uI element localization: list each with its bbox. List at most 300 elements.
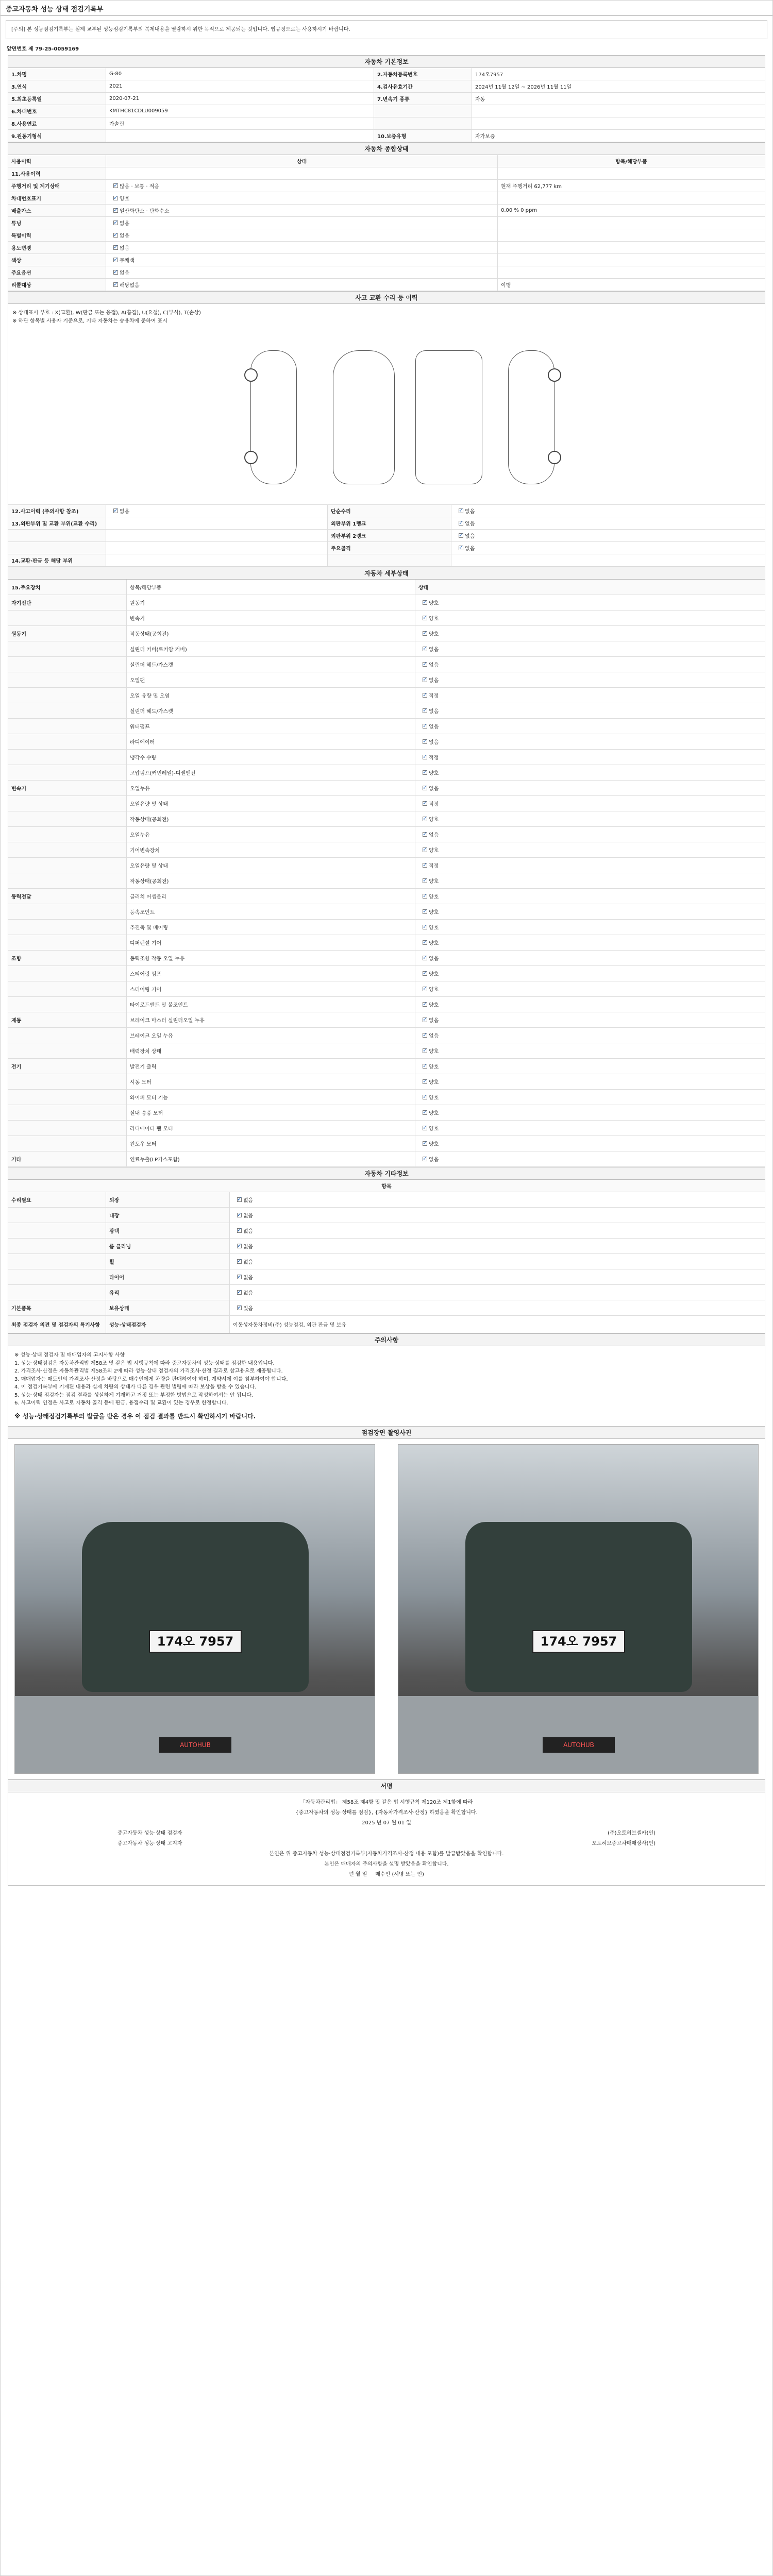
detail-row [8, 842, 765, 858]
detail-state-text: 양호 [429, 1095, 439, 1101]
summary-col-3: 항목/해당부품 [498, 155, 765, 167]
accident-label: 13.외판부위 및 교환 부위(교환 수리) [8, 517, 106, 529]
detail-group [8, 641, 127, 656]
basic-label-2: 4.검사유효기간 [374, 80, 472, 92]
other-group [8, 1254, 106, 1269]
summary-state [106, 266, 498, 278]
checkbox-icon [423, 1033, 427, 1038]
basic-label: 8.사용연료 [8, 117, 106, 129]
basic-label-2 [374, 117, 472, 129]
cert-number [7, 44, 766, 52]
detail-state-text: 없음 [429, 724, 439, 730]
checkbox-icon [237, 1290, 242, 1295]
wheel-icon [548, 451, 561, 464]
note-line: 4. 이 점검기록부에 기재된 내용과 실제 차량의 상태가 다른 경우 관련 법령에 따라 보상을 받을 수 있습니다. [14, 1384, 257, 1390]
checkbox-icon [423, 956, 427, 960]
sign-buyer: 매수인 (서명 또는 인) [375, 1872, 424, 1878]
basic-label: 1.차명 [8, 68, 106, 80]
basic-value: KMTHC81CDLU009059 [106, 105, 374, 117]
detail-group: 자기진단 [8, 595, 127, 610]
detail-row [8, 641, 765, 657]
detail-row [8, 719, 765, 734]
detail-item: 워터펌프 [127, 719, 415, 734]
summary-row [8, 205, 765, 217]
basic-value: 가솔린 [106, 117, 374, 129]
detail-state-text: 양호 [429, 925, 439, 931]
detail-item: 작동상태(공회전) [127, 811, 415, 826]
detail-row [8, 765, 765, 781]
rear-plate: 174오 7957 [532, 1630, 625, 1653]
accident-label-2: 주요골격 [328, 542, 451, 554]
checkbox-icon [113, 183, 118, 188]
basic-value: G-80 [106, 68, 374, 80]
detail-state-text: 양호 [429, 601, 439, 606]
document-title: 중고자동차 성능 상태 점검기록부 [1, 1, 772, 16]
accident-label [8, 530, 106, 541]
basic-value-2: 174오7957 [475, 72, 503, 78]
checkbox-icon [423, 1079, 427, 1084]
detail-item: 고압펌프(커먼레일)-디젤엔진 [127, 765, 415, 780]
detail-row [8, 672, 765, 688]
detail-state-text: 양호 [429, 616, 439, 622]
detail-row [8, 827, 765, 842]
detail-row [8, 626, 765, 641]
cert-value: 79-25-0059169 [35, 46, 79, 52]
detail-state [415, 1136, 765, 1151]
detail-group [8, 734, 127, 749]
detail-group [8, 966, 127, 981]
checkbox-icon [423, 894, 427, 899]
accident-value-2 [451, 542, 765, 554]
detail-item: 디퍼렌셜 기어 [127, 935, 415, 950]
basic-value [106, 130, 374, 142]
summary-state [106, 180, 498, 192]
detail-row [8, 1043, 765, 1059]
detail-item: 기어변속장치 [127, 842, 415, 857]
diagram-title: 사고 교환 수리 등 이력 [8, 292, 765, 304]
checkbox-icon [423, 693, 427, 698]
accident-value-2-text: 없음 [465, 546, 475, 552]
car-diagram [8, 304, 765, 505]
notes-title: 주의사항 [8, 1334, 765, 1346]
detail-state [415, 781, 765, 795]
basic-label: 6.차대번호 [8, 105, 106, 117]
other-item: 외장 [106, 1192, 230, 1207]
basic-label: 3.연식 [8, 80, 106, 92]
detail-item: 추진축 및 베어링 [127, 920, 415, 935]
basic-label: 5.최초등록일 [8, 93, 106, 105]
summary-state-text: 없음 [120, 270, 130, 276]
other-value [230, 1223, 765, 1238]
detail-state [415, 1074, 765, 1089]
detail-row [8, 796, 765, 811]
diagram-section [8, 291, 765, 567]
note-line: 2. 가격조사·산정은 자동차관리법 제58조의 2에 따라 성능·상태 점검자의 가격조사·산정 결과로 참고용으로 제공됩니다. [14, 1368, 283, 1374]
detail-row [8, 1074, 765, 1090]
summary-title: 자동차 종합상태 [8, 143, 765, 155]
detail-group: 전기 [8, 1059, 127, 1074]
accident-value-2 [451, 554, 765, 566]
checkbox-icon [237, 1197, 242, 1202]
summary-row [8, 242, 765, 254]
detail-item: 라디에이터 팬 모터 [127, 1121, 415, 1136]
summary-state-text: 해당없음 [120, 283, 140, 289]
detail-group [8, 920, 127, 935]
detail-row [8, 920, 765, 935]
detail-row [8, 595, 765, 611]
detail-group [8, 796, 127, 811]
basic-value-2 [472, 105, 765, 117]
summary-state-text: 없음 [120, 221, 130, 227]
detail-state-text: 적정 [429, 755, 439, 761]
basic-row [8, 105, 765, 117]
other-group: 수리필요 [8, 1192, 106, 1207]
rear-photo [398, 1444, 759, 1774]
checkbox-icon [423, 786, 427, 790]
other-value-text: 없음 [243, 1229, 254, 1234]
other-item: 룸 클리닝 [106, 1239, 230, 1253]
sign-inspector-label: 중고자동차 성능·상태 점검자 [117, 1831, 182, 1837]
accident-value [106, 542, 328, 554]
checkbox-icon [423, 1141, 427, 1146]
checkbox-icon [423, 724, 427, 728]
basic-label: 9.원동기형식 [8, 130, 106, 142]
detail-state [415, 858, 765, 873]
basic-info-section [8, 55, 765, 142]
checkbox-icon [113, 245, 118, 250]
detail-item: 스티어링 펌프 [127, 966, 415, 981]
detail-group: 원동기 [8, 626, 127, 641]
notes-warning: ※ 성능·상태점검기록부의 발급을 받은 경우 이 점검 결과를 반드시 확인하시기 바랍니다. [14, 1412, 256, 1420]
other-item: 유리 [106, 1285, 230, 1300]
accident-label-2 [328, 554, 451, 566]
detail-state [415, 981, 765, 996]
wheel-icon [244, 368, 258, 382]
checkbox-icon [423, 878, 427, 883]
notice-box: [주의] 본 성능점검기록부는 실제 교부된 성능점검기록부의 복제내용을 열람하시 위한 목적으로 제공되는 것입니다. 법규정으로는 사용하시기 바랍니다. [6, 20, 767, 39]
summary-label: 용도변경 [8, 242, 106, 253]
summary-state-text: 무채색 [120, 258, 135, 264]
detail-state-text: 적정 [429, 693, 439, 699]
other-group [8, 1285, 106, 1300]
detail-state-text: 양호 [429, 1126, 439, 1132]
detail-state-text: 없음 [429, 740, 439, 745]
inspector-opinion-row [8, 1316, 765, 1333]
checkbox-icon [423, 909, 427, 914]
detail-row [8, 1028, 765, 1043]
other-value-text: 있음 [243, 1306, 254, 1312]
sign-date: 2025 년 07 월 01 일 [362, 1820, 411, 1826]
detail-state-text: 없음 [429, 786, 439, 792]
photos-row [8, 1439, 765, 1780]
checkbox-icon [423, 1126, 427, 1130]
detail-item: 항목/해당부품 [127, 580, 415, 595]
detail-row [8, 858, 765, 873]
summary-detail: 현재 주행거리 62,777 km [501, 184, 562, 190]
accident-row [8, 530, 765, 542]
other-value [230, 1254, 765, 1269]
sign-notifier-label: 중고자동차 성능·상태 고지자 [117, 1841, 182, 1847]
other-item: 타이어 [106, 1269, 230, 1284]
other-value-text: 없음 [243, 1244, 254, 1250]
detail-state [415, 1105, 765, 1120]
detail-state-text: 양호 [429, 1111, 439, 1116]
detail-item: 브레이크 오일 누유 [127, 1028, 415, 1043]
checkbox-icon [423, 677, 427, 682]
cert-label: 앞면번호 제 [7, 46, 33, 52]
checkbox-icon [423, 1002, 427, 1007]
other-rows [8, 1192, 765, 1316]
detail-group [8, 765, 127, 780]
detail-state [415, 811, 765, 826]
detail-item: 발전기 출력 [127, 1059, 415, 1074]
other-col-header: 항목 [8, 1180, 765, 1192]
checkbox-icon [423, 1095, 427, 1099]
summary-detail [498, 266, 765, 278]
accident-rows [8, 505, 765, 567]
checkbox-icon [423, 817, 427, 821]
detail-row [8, 781, 765, 796]
detail-item: 오일누유 [127, 781, 415, 795]
signature-body [8, 1792, 765, 1885]
detail-state-text: 없음 [429, 663, 439, 668]
detail-row [8, 688, 765, 703]
basic-label-2: 7.변속기 종류 [374, 93, 472, 105]
detail-row [8, 966, 765, 981]
other-row [8, 1285, 765, 1300]
detail-state [415, 719, 765, 734]
summary-state [106, 279, 498, 291]
signature-section [8, 1780, 765, 1886]
detail-state [415, 842, 765, 857]
detail-group [8, 1090, 127, 1105]
detail-group: 기타 [8, 1151, 127, 1166]
detail-row [8, 951, 765, 966]
summary-detail [498, 242, 765, 253]
checkbox-icon [423, 1157, 427, 1161]
detail-title: 자동차 세부상태 [8, 567, 765, 580]
detail-group [8, 1136, 127, 1151]
detail-item: 스티어링 기어 [127, 981, 415, 996]
basic-label-2: 2.자동차등록번호 [374, 68, 472, 80]
detail-row [8, 904, 765, 920]
detail-item: 연료누출(LP가스포함) [127, 1151, 415, 1166]
checkbox-icon [423, 832, 427, 837]
photos-title: 점검장면 촬영사진 [8, 1427, 765, 1439]
summary-state [106, 205, 498, 216]
detail-state [415, 1121, 765, 1136]
detail-group: 15.주요장치 [8, 580, 127, 595]
sign-line-1: 「자동차관리법」 제58조 제4항 및 같은 법 시행규칙 제120조 제1항에 따라 [300, 1800, 473, 1806]
summary-detail: 이행 [501, 283, 511, 289]
detail-state-text: 양호 [429, 910, 439, 916]
summary-label: 배출가스 [8, 205, 106, 216]
summary-state-text: 양호 [120, 196, 130, 202]
detail-group [8, 827, 127, 842]
car-side-right-icon [508, 350, 554, 484]
notes-lines [14, 1351, 759, 1408]
accident-row [8, 505, 765, 517]
detail-state [415, 1059, 765, 1074]
detail-group [8, 904, 127, 919]
checkbox-icon [423, 925, 427, 929]
detail-row [8, 981, 765, 997]
opinion-value: 이동성자동차정비(주) 성능점검, 외관 판금 및 보유 [233, 1323, 347, 1328]
basic-value-2: 자동 [475, 97, 485, 103]
checkbox-icon [423, 1018, 427, 1022]
basic-row [8, 68, 765, 80]
accident-value-2-text: 없음 [465, 509, 475, 515]
basic-label-2 [374, 105, 472, 117]
summary-col-2: 상태 [106, 155, 498, 167]
checkbox-icon [423, 616, 427, 620]
summary-label: 주행거리 및 계기상태 [8, 180, 106, 192]
note-line: 6. 사고이력 인정은 사고로 자동차 골격 등에 판금, 용접수리 및 교환이 있는 경우로 한정합니다. [14, 1400, 228, 1406]
detail-group [8, 1105, 127, 1120]
accident-value-2-text: 없음 [465, 534, 475, 539]
checkbox-icon [423, 940, 427, 945]
checkbox-icon [423, 631, 427, 636]
accident-label: 12.사고이력 (주의사항 참조) [8, 505, 106, 517]
basic-label-2: 10.보증유형 [374, 130, 472, 142]
detail-state-text: 양호 [429, 1064, 439, 1070]
detail-row [8, 1121, 765, 1136]
other-value-text: 없음 [243, 1260, 254, 1265]
detail-state-text: 없음 [429, 678, 439, 684]
detail-item: 라디에이터 [127, 734, 415, 749]
detail-state-text: 양호 [429, 848, 439, 854]
detail-group [8, 997, 127, 1012]
basic-row [8, 80, 765, 93]
other-item: 광택 [106, 1223, 230, 1238]
other-row [8, 1300, 765, 1316]
summary-label: 리콜대상 [8, 279, 106, 291]
summary-section [8, 142, 765, 291]
basic-info-rows [8, 68, 765, 142]
summary-state [106, 217, 498, 229]
detail-state-text: 없음 [429, 1018, 439, 1024]
detail-state [415, 904, 765, 919]
checkbox-icon [423, 708, 427, 713]
checkbox-icon [237, 1228, 242, 1233]
detail-group [8, 1121, 127, 1136]
detail-state [415, 611, 765, 625]
other-value-text: 없음 [243, 1198, 254, 1204]
detail-item: 실린더 헤드/가스켓 [127, 703, 415, 718]
detail-item: 실린더 커버(로커암 커버) [127, 641, 415, 656]
detail-state [415, 657, 765, 672]
sign-row-1 [14, 1828, 759, 1839]
legend-line-2: ※ 하단 항목별 사용자 기준으로, 기타 자동차는 승용차에 준하여 표시 [12, 318, 167, 324]
other-value-text: 없음 [243, 1291, 254, 1296]
opinion-label: 최종 점검자 의견 및 점검자의 특기사항 [8, 1316, 106, 1333]
other-row [8, 1192, 765, 1208]
sign-line-4: 본인은 매매자의 주의사항을 설명 받았음을 확인합니다. [324, 1861, 449, 1868]
sign-buyer-date: 년 월 일 [349, 1872, 367, 1878]
detail-row [8, 1136, 765, 1151]
other-value [230, 1269, 765, 1284]
detail-row [8, 1090, 765, 1105]
detail-state [415, 827, 765, 842]
checkbox-icon [113, 282, 118, 287]
accident-value-2-text: 없음 [465, 521, 475, 527]
other-row [8, 1269, 765, 1285]
summary-label: 11.사용이력 [8, 167, 106, 179]
accident-row [8, 542, 765, 554]
detail-state [415, 595, 765, 610]
detail-state-text: 적정 [429, 863, 439, 869]
detail-group: 동력전달 [8, 889, 127, 904]
other-group [8, 1208, 106, 1223]
detail-state: 상태 [415, 580, 765, 595]
detail-row [8, 703, 765, 719]
checkbox-icon [113, 509, 118, 513]
sign-row-2 [14, 1839, 759, 1849]
other-value [230, 1208, 765, 1223]
detail-state-text: 양호 [429, 1003, 439, 1008]
summary-state [106, 192, 498, 204]
detail-group [8, 842, 127, 857]
detail-item: 오일유량 및 상태 [127, 858, 415, 873]
detail-item: 브레이크 마스터 실린더오일 누유 [127, 1012, 415, 1027]
detail-group [8, 1043, 127, 1058]
other-info-title: 자동차 기타정보 [8, 1167, 765, 1180]
summary-detail [498, 192, 765, 204]
checkbox-icon [423, 770, 427, 775]
detail-group [8, 873, 127, 888]
summary-state [106, 242, 498, 253]
detail-state-text: 없음 [429, 1033, 439, 1039]
front-photo [14, 1444, 375, 1774]
checkbox-icon [423, 848, 427, 852]
detail-item: 오일팬 [127, 672, 415, 687]
detail-state-text: 없음 [429, 647, 439, 653]
summary-detail [498, 254, 765, 266]
detail-state-text: 양호 [429, 941, 439, 946]
detail-row [8, 611, 765, 626]
summary-detail [498, 167, 765, 179]
checkbox-icon [237, 1275, 242, 1279]
car-top-icon [333, 350, 395, 484]
basic-row [8, 117, 765, 130]
detail-state [415, 1012, 765, 1027]
detail-group [8, 719, 127, 734]
summary-row [8, 217, 765, 229]
autohub-logo: AUTOHUB [159, 1737, 231, 1753]
basic-row [8, 130, 765, 142]
basic-value-2: 자가보증 [475, 134, 495, 140]
detail-row [8, 997, 765, 1012]
detail-state [415, 1028, 765, 1043]
detail-group [8, 750, 127, 765]
summary-row [8, 254, 765, 266]
detail-state-text: 양호 [429, 987, 439, 993]
accident-label-2: 외판부위 2랭크 [328, 530, 451, 541]
detail-item: 작동상태(공회전) [127, 626, 415, 641]
accident-label-2: 단순수리 [328, 505, 451, 517]
detail-section [8, 567, 765, 1167]
detail-state-text: 양호 [429, 817, 439, 823]
photos-section [8, 1426, 765, 1780]
detail-item: 등속조인트 [127, 904, 415, 919]
checkbox-icon [423, 987, 427, 991]
other-value [230, 1239, 765, 1253]
checkbox-icon [423, 647, 427, 651]
checkbox-icon [113, 270, 118, 275]
other-row [8, 1208, 765, 1223]
other-value-text: 없음 [243, 1213, 254, 1219]
accident-value-2 [451, 505, 765, 517]
